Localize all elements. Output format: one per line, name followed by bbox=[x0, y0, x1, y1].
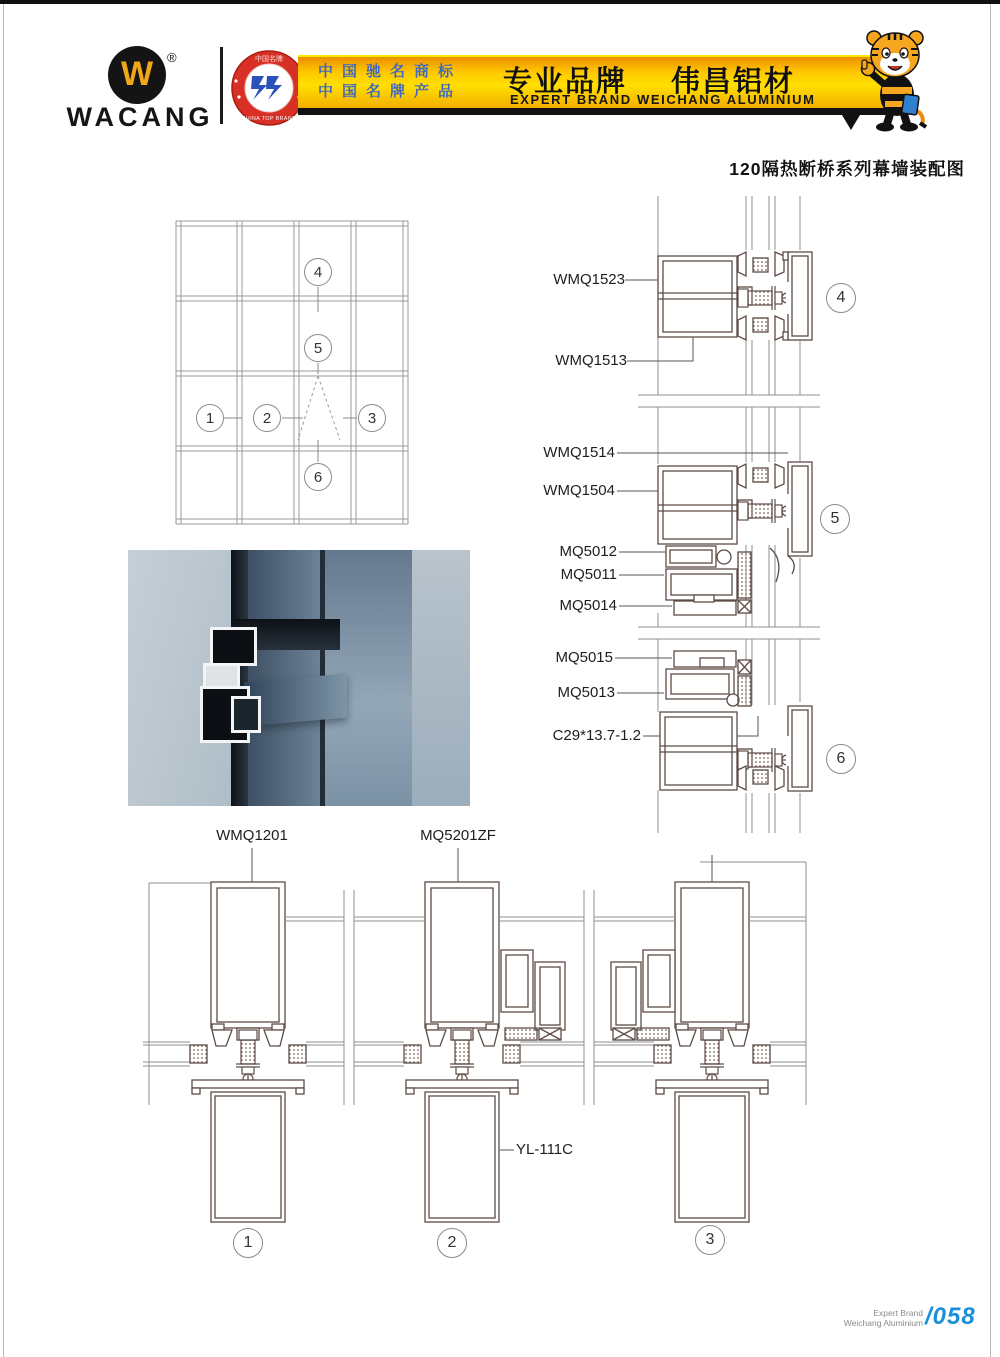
header-banner bbox=[298, 55, 906, 133]
profile-label: C29*13.7-1.2 bbox=[552, 727, 641, 744]
china-top-brand-badge bbox=[230, 49, 308, 127]
logo-wordmark: WACANG bbox=[66, 102, 214, 132]
profile-label: WMQ1523 bbox=[553, 271, 625, 288]
logo-w-glyph: W bbox=[120, 54, 154, 93]
page-title: 120隔热断桥系列幕墙装配图 bbox=[729, 159, 965, 179]
brand-name: 伟昌铝材 bbox=[671, 66, 796, 98]
banner-claims bbox=[318, 62, 462, 102]
claim-line-2: 中国名牌产品 bbox=[318, 83, 463, 100]
page-right-rule bbox=[990, 4, 991, 1357]
profile-label: WMQ1504 bbox=[543, 482, 615, 499]
section-marker-4: 4 bbox=[826, 283, 856, 313]
detail-5-section bbox=[658, 462, 812, 615]
badge-bottom-text: CHINA TOP BRAND bbox=[241, 116, 297, 122]
banner-black-edge bbox=[298, 108, 894, 115]
section-marker-3: 3 bbox=[695, 1225, 725, 1255]
elevation-marker-5: 5 bbox=[304, 334, 332, 362]
badge-top-text: 中国名牌 bbox=[255, 56, 283, 63]
elevation-grid-diagram bbox=[160, 205, 430, 540]
elevation-marker-1: 1 bbox=[196, 404, 224, 432]
page-top-rule bbox=[0, 0, 1000, 4]
profile-label: MQ5013 bbox=[557, 684, 615, 701]
section-marker-2: 2 bbox=[437, 1228, 467, 1258]
profile-label: MQ5012 bbox=[559, 543, 617, 560]
brand-cn: 专业品牌 bbox=[503, 66, 628, 98]
claim-line-1: 中国驰名商标 bbox=[318, 63, 463, 80]
elevation-marker-6: 6 bbox=[304, 463, 332, 491]
wacang-logo-icon bbox=[108, 46, 166, 104]
section-marker-1: 1 bbox=[233, 1228, 263, 1258]
detail-2-section bbox=[404, 882, 565, 1222]
detail-3-section bbox=[611, 882, 770, 1222]
page-left-rule bbox=[3, 4, 4, 1357]
profile-label: MQ5011 bbox=[560, 566, 617, 583]
horizontal-section-drawing bbox=[130, 827, 830, 1270]
detail-1-section bbox=[190, 882, 306, 1222]
profile-label: WMQ1513 bbox=[555, 352, 627, 369]
profile-label: WMQ1514 bbox=[543, 444, 615, 461]
elevation-marker-4: 4 bbox=[304, 258, 332, 286]
profile-label: WMQ1201 bbox=[216, 827, 288, 844]
registered-trademark: ® bbox=[167, 50, 177, 65]
section-marker-5: 5 bbox=[820, 504, 850, 534]
detail-6-section bbox=[660, 651, 812, 791]
brand-en: EXPERT BRAND WEICHANG ALUMINIUM bbox=[510, 92, 816, 107]
product-photo bbox=[128, 550, 470, 806]
footer-brand-line1: Expert Brand bbox=[873, 1308, 923, 1318]
elevation-marker-3: 3 bbox=[358, 404, 386, 432]
footer-brand bbox=[844, 1308, 923, 1328]
page-number: /058 bbox=[925, 1303, 976, 1330]
tiger-mascot-icon bbox=[845, 27, 945, 132]
profile-label: MQ5201ZF bbox=[420, 827, 496, 844]
footer-brand-line2: Weichang Aluminium bbox=[843, 1318, 923, 1328]
profile-label: MQ5015 bbox=[555, 649, 613, 666]
elevation-marker-2: 2 bbox=[253, 404, 281, 432]
section-marker-6: 6 bbox=[826, 744, 856, 774]
profile-label: MQ5014 bbox=[559, 597, 617, 614]
openable-window-symbol bbox=[298, 376, 340, 440]
detail-4-section bbox=[658, 252, 812, 340]
header-divider bbox=[220, 47, 223, 124]
profile-label: YL-111C bbox=[516, 1141, 573, 1158]
